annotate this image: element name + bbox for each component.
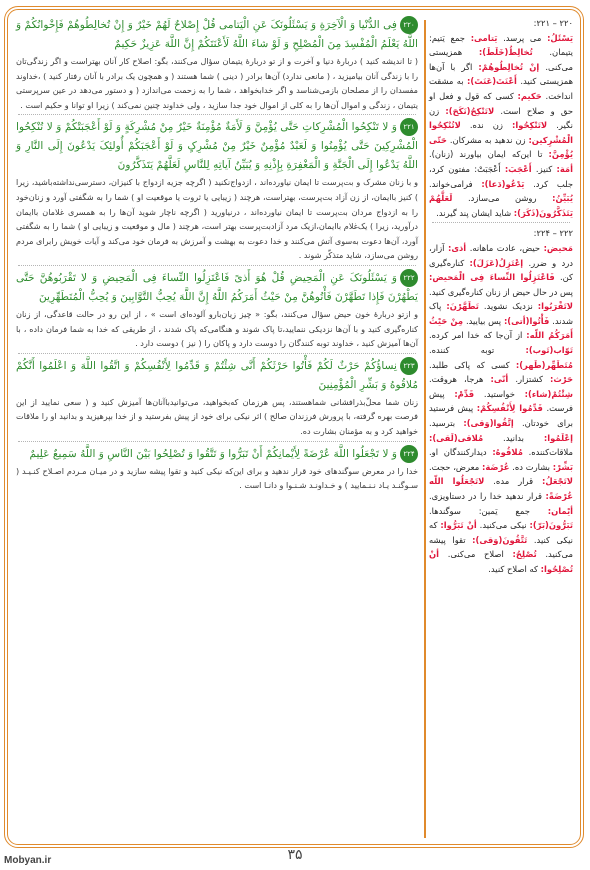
vocab-meaning: زن ندهید به مشرکان. xyxy=(449,134,526,145)
vocab-meaning: می پرسد. xyxy=(503,32,542,43)
vocab-meaning: کشتزار. xyxy=(515,374,543,385)
vocab-meaning: جمع یَمین: سوگندها. xyxy=(429,505,530,516)
vocab-term: حَرْث: xyxy=(549,374,573,385)
vocab-meaning: معرض، حجت. xyxy=(429,461,480,472)
vocab-term: لَعَلَّهُمْ یَتَذَکَّرُونَ(ذَکَرَ): xyxy=(429,193,573,218)
verse-220-translation: ( تا اندیشه کنید ) دربارۀ دنیا و آخرت و از تو دربارۀ یتیمان سؤال می‌کنند، بگو: اصلاح کار آنان بهتراست و اگر زندگی‌تان را با زندگی آنان بیامیزید ، ( مانعی ندارد) آن‌ها برادر ( دینی ) شما هستند ( و همچون یک برادر با آنان رفتار کنید ) ،خداوند مفسدان را از مصلحان بازمی‌شناسد و اگر خدابخواهد ، شما را به زحمت می‌اندازد ( و دستور می‌دهد در عین سرپرستی یتیمان ، زندگی و اموال آن‌ها را به کلی از اموال خود جدا سازید ، ولی خداوند چنین نمی‌کند ) زیرا او توانا و حکیم است . xyxy=(16,56,418,110)
vocab-term: مُتَطَهِّر(طَهر): xyxy=(515,359,573,370)
divider xyxy=(18,353,416,354)
page-frame xyxy=(4,6,584,848)
vocab-meaning: پیش فرست. xyxy=(429,388,573,414)
vocab-term: تَبَرُّونَ(بَرّ): xyxy=(529,520,574,531)
vocab-group-1 xyxy=(428,31,574,221)
vocab-term: یَتامی: xyxy=(470,32,498,43)
vocab-meaning: پس بیایید. xyxy=(465,315,502,326)
vocab-meaning: همزیستی می‌کنی. xyxy=(429,47,573,72)
vocab-term: لاتَقْرَبُوا: xyxy=(537,301,573,312)
vocab-term: فَأْتُوا(أتی): xyxy=(503,315,550,326)
vocab-meaning: قرار مده. xyxy=(493,476,534,487)
vocab-term: أَعْنَتَ(عَنَتَ): xyxy=(467,76,517,87)
vocab-meaning: بشارت ده. xyxy=(512,461,551,472)
verse-number-221: ۲۲۱ xyxy=(400,118,418,136)
vocab-meaning: که اصلاح کنید. xyxy=(488,563,538,574)
vocab-term: حَتّی یُؤْمِنَّ: xyxy=(429,134,573,160)
vocab-term: مِنْ حَیْثُ أَمَرَکُمُ اللّه: xyxy=(429,315,573,341)
vocab-meaning: کسی که قول و فعل او حق و صلاح است. xyxy=(429,90,573,116)
vocab-term: أنْ تُصْلِحُوا: xyxy=(429,549,573,574)
divider xyxy=(18,265,416,266)
vocab-term: أنْ تَبَرُّوا: xyxy=(440,520,477,531)
vocab-term: لاتَنْکِحُوا: xyxy=(511,120,548,131)
vocab-term: أَعْجَبَ: xyxy=(504,163,532,174)
verse-222-arabic: ۲۲۲وَ یَسْئَلُونَکَ عَنِ الْمَحِیضِ قُلْ هُوَ أَذیً فَاعْتَزِلُوا النِّساءَ فِی الْمَحِیضِ وَ لا تَقْرَبُوهُنَّ حَتَّی یَطْهُرْنَ فَإِذا تَطَهَّرْنَ فَأْتُوهُنَّ مِنْ حَیْثُ أَمَرَکُمُ اللَّهُ إِنَّ اللَّهَ یُحِبُّ التَّوَّابِینَ وَ یُحِبُّ الْمُتَطَهِّرِینَ xyxy=(14,269,420,307)
vocab-term: إعْتَزِلُ(عَزَلَ): xyxy=(469,257,524,268)
vocab-term: إعْلَمُوا: xyxy=(543,432,573,443)
vocab-term: أیْمان: xyxy=(547,505,573,516)
verse-222-translation: و ازتو دربارۀ خون حیض سؤال می‌کنند، بگو: « چیز زیان‌بارو آلوده‌ای است » ، از این رو در حالت قاعدگی، از زنان کناره‌گیری کنید و با آن‌ها نزدیکی ننمایید،تا پاک شوند و هنگامی‌که پاک شدند ، از طریقی که خدا به شما فرمان داده ، با آن‌ها آمیزش کنید ، خداوند توبه کنندگان را دوست دارد و پاکان را ( نیز ) دوست دارد . xyxy=(16,308,418,349)
vocab-meaning: جمع یَتیم: یتیمان. xyxy=(429,32,573,58)
vocab-term: أنّی: xyxy=(490,374,509,385)
vocab-term: قَدِّمُوا لِأَنْفُسِکُمْ: xyxy=(476,403,543,414)
vocab-meaning: شاید ایشان پند گیرند. xyxy=(436,207,512,218)
vocab-term: یُبَیِّنُ: xyxy=(552,193,573,204)
vocab-meaning: حیض، عادت ماهانه. xyxy=(469,242,541,253)
vocab-meaning: از آن‌جا که خدا امر کرده. xyxy=(429,330,523,341)
vocab-term: مَحیض: xyxy=(543,242,573,253)
vocab-meaning: هرجا، هروقت. xyxy=(429,374,484,385)
vocab-meaning: آزار، درد و ضرر. xyxy=(429,242,573,268)
vocab-meaning: نزدیک نشوید. xyxy=(483,301,533,312)
vocab-term: فَاعْتَزِلُوا النِّساءَ فِی الْمَحیض: xyxy=(429,272,555,283)
vocabulary-sidebar xyxy=(428,16,574,842)
vocab-term: یَدْعُو(دَعا): xyxy=(481,178,525,189)
vocab-meaning: کسی که پاکی طلبد. xyxy=(429,359,510,370)
verse-221-translation: و با زنان مشرک و بت‌پرست تا ایمان نیاورده‌اند ، ازدواج‌نکنید ( اگرچه جزیه ازدواج با کنیزان، دسترسی‌نداشته‌باشید، زیرا ) کنیز باایمان، از زن آزاد بت‌پرست، بهتراست، هرچند ( زیبایی یا ثروت یا موقعیت او ) شما را به شگفتی آورد و زنان‌خود را به ازدواج مردان بت‌پرست تا ایمان نیاورده‌اند ، درنیاورید ( اگرچه ناچار شوید آن‌ها را به همسری غلامان باایمان درآورید، زیرا ) یک‌غلام باایمان،ازیک مرد آزادبت‌پرست بهتر است، هرچند ( مال و موقعیت و زیبایی او ) شما را به شگفتی آورد، آن‌ها دعوت به‌سوی آتش می‌کنند و خدا دعوت به بهشت و آمرزش به فرمان خود می‌کند و آیات خویش رابرای مردم روشن می‌سازد، شاید متذکّر شوند . xyxy=(16,177,418,261)
vocab-meaning: اصلاح می‌کنی. xyxy=(447,549,504,560)
vocab-term: مُلاقُوهُ: xyxy=(492,447,523,458)
divider xyxy=(18,441,416,442)
vocab-meaning: بترسید. xyxy=(429,418,456,429)
verse-221-arabic: ۲۲۱وَ لا تَنْکِحُوا الْمُشْرِکاتِ حَتَّی یُؤْمِنَّ وَ لَأَمَةٌ مُؤْمِنَةٌ خَیْرٌ مِنْ مُشْرِکَةٍ وَ لَوْ أَعْجَبَتْکُمْ وَ لا تُنْکِحُوا الْمُشْرِکِینَ حَتَّی یُؤْمِنُوا وَ لَعَبْدٌ مُؤْمِنٌ خَیْرٌ مِنْ مُشْرِکٍ وَ لَوْ أَعْجَبَکُمْ أُولئِکَ یَدْعُونَ إِلَی النَّارِ وَ اللَّهُ یَدْعُوا إِلَی الْجَنَّةِ وَ الْمَغْفِرَةِ بِإِذْنِهِ وَ یُبَیِّنُ آیاتِهِ لِلنَّاسِ لَعَلَّهُمْ یَتَذَکَّرُونَ xyxy=(14,118,420,175)
vocab-term: قَدِّمْ: xyxy=(454,388,475,399)
vocab-term: لاتَجْعَلُوا اللّه عُرْضَةً: xyxy=(429,476,573,501)
vocab-meaning: روشن می‌سازد. xyxy=(467,193,537,204)
vocab-term: إتَّقُوا(وَقی): xyxy=(463,418,514,429)
vocab-term: تُخالِطُ(خَلَطَ): xyxy=(478,47,533,58)
vocab-meaning: توبه کننده. xyxy=(429,345,495,356)
vocab-meaning: فرامی‌خواند. xyxy=(429,178,473,189)
verse-224-translation: خدا را در معرض سوگندهای خود قرار ندهید و برای این‌که نیکی کنید و تقوا پیشه سازید و در میـان مـردم اصـلاح کنـیـد ( سـوگنـد یـاد نـنـمایید ) و خـداونـد شـنـوا و دانـا است . xyxy=(16,465,418,491)
vocab-meaning: أَعْجَبَتْ: مفتون کرد، جلب کرد. xyxy=(429,163,573,189)
vocab-term: لاتُنْکِحُوا الْمُشْرِکین: xyxy=(429,120,573,145)
verse-224-arabic: ۲۲۴وَ لا تَجْعَلُوا اللَّهَ عُرْضَةً لِأَیْمانِکُمْ أَنْ تَبَرُّوا وَ تَتَّقُوا وَ تُصْلِحُوا بَیْنَ النَّاسِ وَ اللَّهُ سَمِیعٌ عَلِیمٌ xyxy=(14,445,420,464)
site-watermark: Mobyan.ir xyxy=(4,855,52,866)
verses-column xyxy=(14,16,420,842)
vocab-group-heading: ۲۲۰ – ۲۲۱: xyxy=(533,18,573,28)
vocab-meaning: پاک شدند. xyxy=(429,301,573,326)
verse-220-arabic: ۲۲۰فِی الدُّنْیا وَ الْآخِرَةِ وَ یَسْئَلُونَکَ عَنِ الْیَتامی قُلْ إِصْلاحٌ لَهُمْ خَیْرٌ وَ إِنْ تُخالِطُوهُمْ فَإِخْوانُکُمْ وَ اللَّهُ یَعْلَمُ الْمُفْسِدَ مِنَ الْمُصْلِحِ وَ لَوْ شاءَ اللَّهُ لَأَعْنَتَکُمْ إِنَّ اللَّهَ عَزِیزٌ حَکِیمٌ xyxy=(14,16,420,54)
vocab-meaning: پیش فرستید برای خودتان. xyxy=(429,403,573,429)
vocab-meaning: کنیز. xyxy=(535,163,553,174)
vocab-term: یَسْئَلُ: xyxy=(547,32,573,43)
vocab-group-heading: ۲۲۲ – ۲۲۴: xyxy=(533,228,573,239)
column-divider xyxy=(424,20,426,838)
vocab-term: بَشِّرْ: xyxy=(552,461,574,472)
vocab-term: حَکیم: xyxy=(517,90,542,101)
verse-number-223: ۲۲۳ xyxy=(400,357,418,375)
vocab-term: مُلاقی(لَقی): xyxy=(429,432,484,443)
vocab-term: عُرْضَة: xyxy=(481,461,510,472)
vocab-meaning: دیدارکنندگان او. xyxy=(429,447,487,458)
vocab-meaning: که نیکی کنید. xyxy=(429,520,574,545)
vocab-term: تَتَّقُونَ(وَقی): xyxy=(472,534,528,545)
vocab-term: إنْ تُخالِطُوهُمْ: xyxy=(478,61,540,72)
vocab-meaning: زن نگیر. xyxy=(429,105,574,131)
vocab-term: شِئْتُمْ(شاء): xyxy=(524,388,573,399)
vocab-meaning: تقوا پیشه می‌کنید. xyxy=(429,534,573,560)
vocab-meaning: زن نده. xyxy=(469,120,503,131)
verse-223-translation: زنان شما محلّ‌بذرافشانی شماهستند، پس هرزمان که‌بخواهید، می‌توانیدباآنان‌ها آمیزش کنید و ( سعی نمایید از این فرصت بهره گرفته، با پرورش فرزندان صالح ) اثر نیکی برای خود از پیش بفرستید و از خدا بپرهیزید و بدانید او را ملاقات خواهید کرد و به مؤمنان بشارت ده. xyxy=(16,396,418,436)
divider xyxy=(18,114,416,115)
vocab-meaning: اگر با آن‌ها همزیستی کنید. xyxy=(429,61,573,87)
vocab-term: أذی: xyxy=(447,242,467,253)
vocab-term: لاتَنْکِحُ(نَکَحَ): xyxy=(445,105,495,116)
vocab-meaning: پس در حال حیض از زنان کناره‌گیری کنید. xyxy=(429,286,573,297)
vocab-term: تُصْلِحُ: xyxy=(512,549,537,560)
vocab-meaning: بدانید. xyxy=(503,432,525,443)
vocab-term: تَوّاب(تَوب): xyxy=(525,345,573,356)
page-number: ۳۵ xyxy=(287,847,303,863)
vocab-meaning: تا این‌که ایمان بیاورند (زنان). xyxy=(429,149,543,160)
vocab-term: لاتَجْعَلُ: xyxy=(542,476,573,487)
vocab-meaning: به مشقت انداخت. xyxy=(429,76,573,101)
vocab-meaning: خواستید. xyxy=(483,388,515,399)
vocab-meaning: نیکی می‌کنید. xyxy=(479,520,527,531)
vocab-term: تَطَهَّرْنَ: xyxy=(446,301,479,312)
vocab-group-2 xyxy=(428,241,574,577)
verse-number-224: ۲۲۴ xyxy=(400,445,418,463)
verse-number-220: ۲۲۰ xyxy=(400,16,418,34)
divider xyxy=(432,222,570,223)
vocab-meaning: کناره‌گیری کن. xyxy=(429,257,573,283)
vocab-meaning: قرار ندهید خدا را در دستاویزی. xyxy=(429,491,542,501)
vocab-meaning: ملاقات‌کننده. xyxy=(528,447,573,458)
verse-223-arabic: ۲۲۳نِساؤُکُمْ حَرْثٌ لَکُمْ فَأْتُوا حَرْثَکُمْ أَنَّی شِئْتُمْ وَ قَدِّمُوا لِأَنْفُسِکُمْ وَ اتَّقُوا اللَّهَ وَ اعْلَمُوا أَنَّکُمْ مُلاقُوهُ وَ بَشِّرِ الْمُؤْمِنِینَ xyxy=(14,357,420,395)
vocab-term: أمَة: xyxy=(556,163,573,174)
verse-number-222: ۲۲۲ xyxy=(400,269,418,287)
